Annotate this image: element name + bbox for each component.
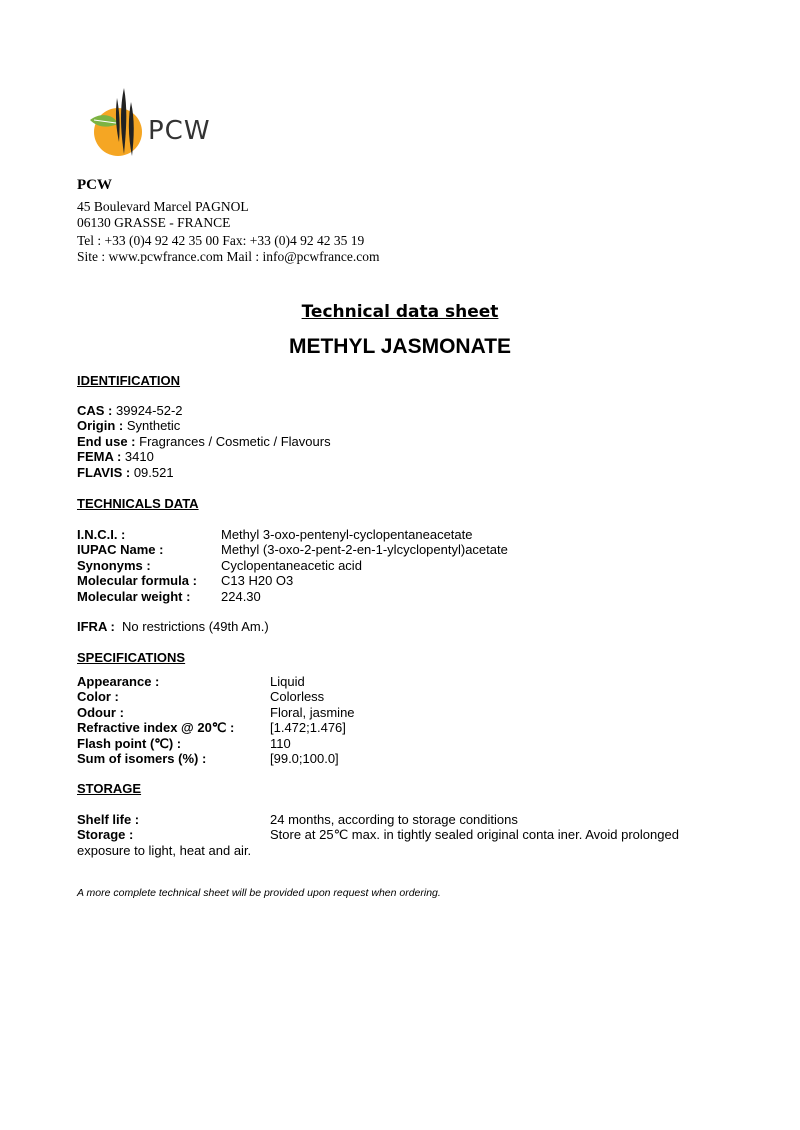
- inci-value: Methyl 3-oxo-pentenyl-cyclopentaneacetate: [221, 527, 473, 542]
- shelf-life-value: 24 months, according to storage conditions: [270, 812, 518, 827]
- storage-value-continued: exposure to light, heat and air.: [77, 843, 252, 858]
- identification-heading: IDENTIFICATION: [77, 373, 181, 388]
- molecular-formula-value: C13 H20 O3: [221, 573, 294, 588]
- appearance-value: Liquid: [270, 674, 305, 689]
- identification-origin: [77, 418, 180, 433]
- identification-cas: [77, 403, 183, 418]
- identification-fema: [77, 449, 154, 464]
- logo-text: PCW: [148, 116, 211, 146]
- sum-isomers-value: [99.0;100.0]: [270, 751, 339, 766]
- flavis-label: FLAVIS :: [77, 465, 131, 480]
- ifra-value: No restrictions (49th Am.): [114, 619, 269, 634]
- contact-line-2: Site : www.pcwfrance.com Mail : info@pcwfrance.com: [77, 249, 380, 264]
- molecular-formula-label: Molecular formula :: [77, 573, 197, 588]
- iupac-value: Methyl (3-oxo-2-pent-2-en-1-ylcyclopentyl)acetate: [221, 542, 508, 557]
- odour-label: Odour :: [77, 705, 124, 720]
- storage-heading: STORAGE: [77, 781, 142, 796]
- address-line-1: 45 Boulevard Marcel PAGNOL: [77, 199, 249, 214]
- inci-label: I.N.C.I. :: [77, 527, 126, 542]
- specifications-heading: SPECIFICATIONS: [77, 650, 186, 665]
- footnote: A more complete technical sheet will be provided upon request when ordering.: [77, 887, 441, 899]
- fema-value: 3410: [121, 449, 154, 464]
- synonyms-label: Synonyms :: [77, 558, 151, 573]
- refractive-index-label: Refractive index @ 20℃ :: [77, 720, 235, 735]
- molecular-weight-value: 224.30: [221, 589, 261, 604]
- identification-end-use: [77, 434, 331, 449]
- origin-value: Synthetic: [123, 418, 181, 433]
- cas-value: 39924-52-2: [112, 403, 183, 418]
- end-use-label: End use :: [77, 434, 136, 449]
- origin-label: Origin :: [77, 418, 124, 433]
- end-use-value: Fragrances / Cosmetic / Flavours: [135, 434, 331, 449]
- flavis-value: 09.521: [130, 465, 174, 480]
- identification-flavis: [77, 465, 174, 480]
- shelf-life-label: Shelf life :: [77, 812, 140, 827]
- sum-isomers-label: Sum of isomers (%) :: [77, 751, 207, 766]
- molecular-weight-label: Molecular weight :: [77, 589, 191, 604]
- refractive-index-value: [1.472;1.476]: [270, 720, 346, 735]
- technical-heading: TECHNICALS DATA: [77, 496, 199, 511]
- contact-line-1: Tel : +33 (0)4 92 42 35 00 Fax: +33 (0)4 92 42 35 19: [77, 233, 365, 248]
- storage-value: Store at 25℃ max. in tightly sealed original conta iner. Avoid prolonged: [270, 827, 679, 842]
- ifra-label: IFRA :: [77, 619, 115, 634]
- address-line-2: 06130 GRASSE - FRANCE: [77, 215, 231, 230]
- odour-value: Floral, jasmine: [270, 705, 355, 720]
- cas-label: CAS :: [77, 403, 113, 418]
- flash-point-label: Flash point (℃) :: [77, 736, 182, 751]
- flash-point-value: 110: [270, 736, 291, 751]
- storage-label: Storage :: [77, 827, 134, 842]
- appearance-label: Appearance :: [77, 674, 160, 689]
- company-name: PCW: [77, 177, 112, 193]
- synonyms-value: Cyclopentaneacetic acid: [221, 558, 362, 573]
- product-title: METHYL JASMONATE: [288, 335, 512, 358]
- fema-label: FEMA :: [77, 449, 122, 464]
- ifra-row: [77, 619, 269, 634]
- iupac-label: IUPAC Name :: [77, 542, 164, 557]
- document-title: Technical data sheet: [301, 302, 499, 322]
- color-label: Color :: [77, 689, 119, 704]
- color-value: Colorless: [270, 689, 325, 704]
